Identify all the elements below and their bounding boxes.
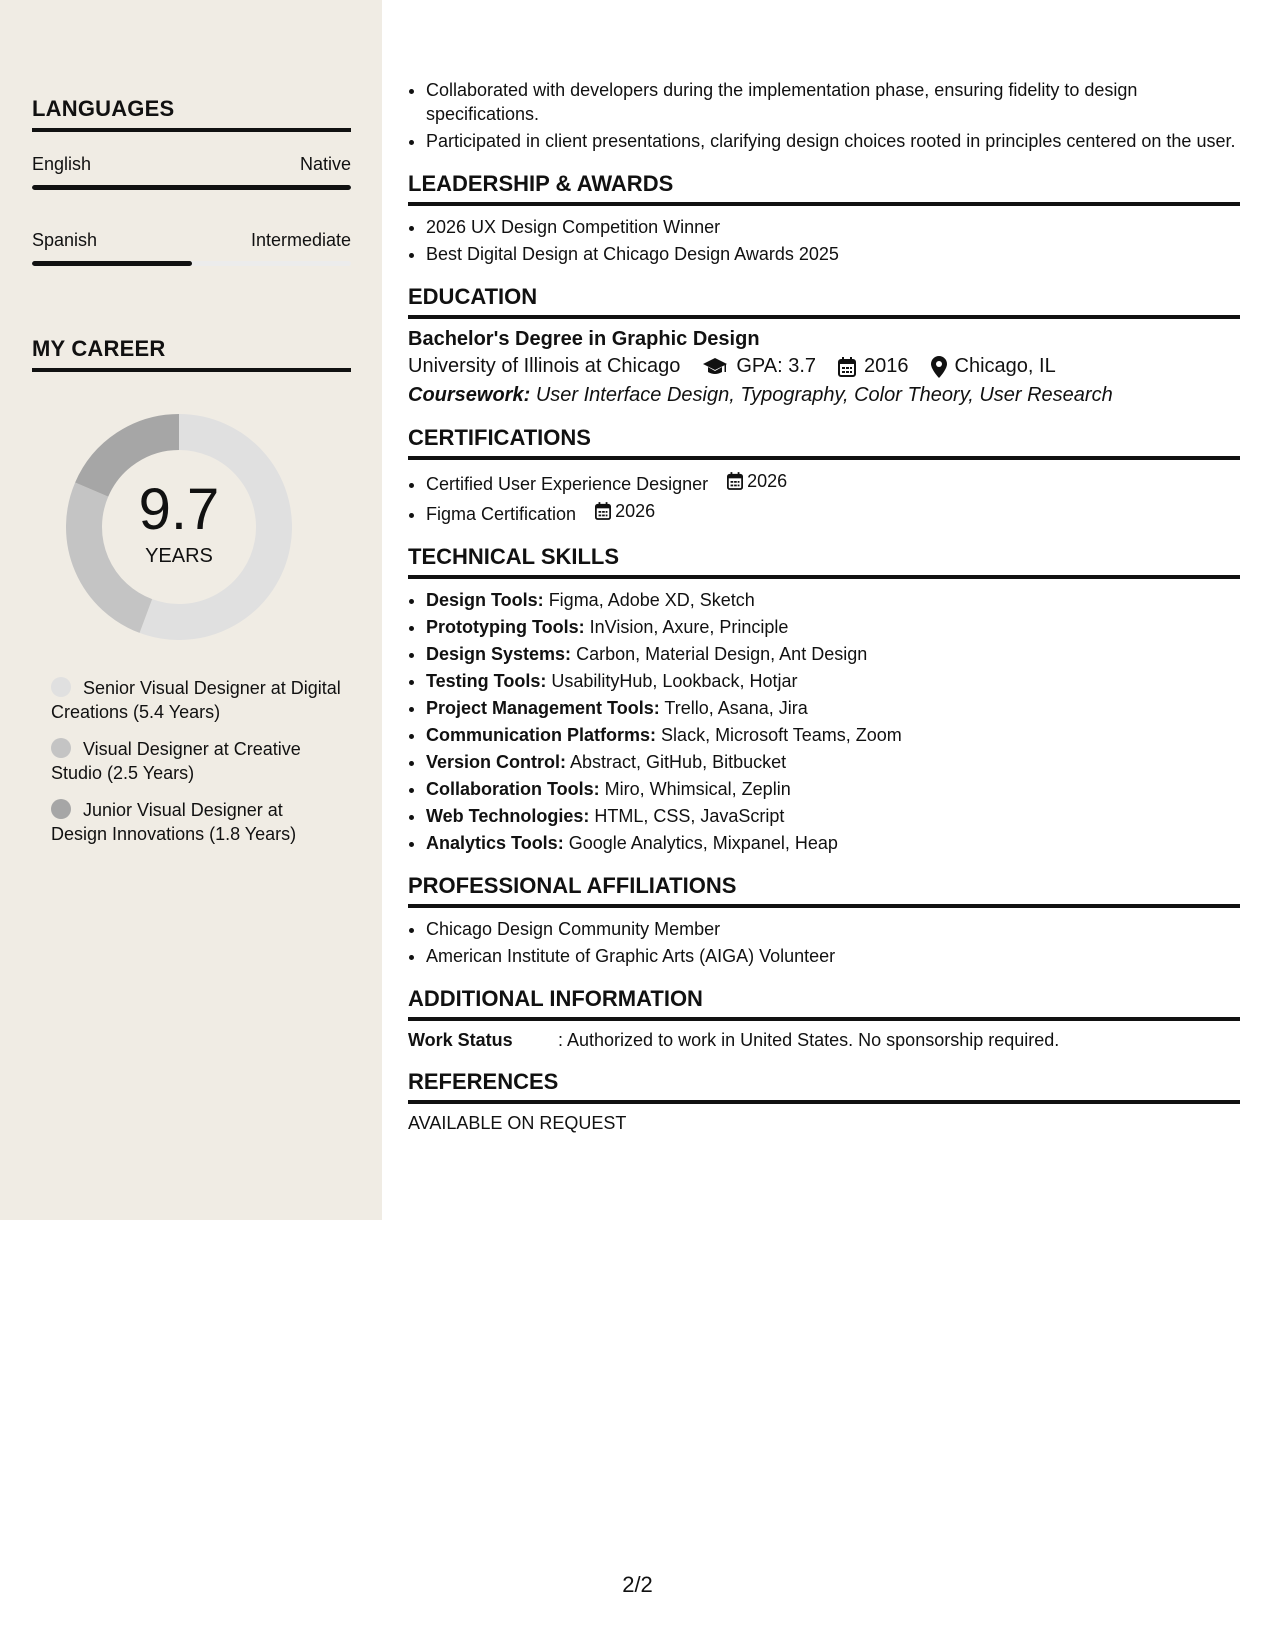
skill-value: Abstract, GitHub, Bitbucket <box>570 752 787 772</box>
leadership-item: • 2026 UX Design Competition Winner <box>426 215 1240 239</box>
coursework <box>408 384 1240 407</box>
leadership-item: • Best Digital Design at Chicago Design Awards 2025 <box>426 242 1240 266</box>
education-heading: EDUCATION <box>408 284 1240 319</box>
career-heading: MY CAREER <box>32 336 351 372</box>
page-number: 2/2 <box>622 1572 653 1597</box>
leadership-heading: LEADERSHIP & AWARDS <box>408 171 1240 206</box>
affiliation-item: • American Institute of Graphic Arts (AIGA) Volunteer <box>426 944 1240 968</box>
skill-label: Web Technologies: <box>426 806 590 826</box>
languages-heading: LANGUAGES <box>32 96 351 132</box>
career-donut <box>66 414 292 640</box>
certification-name: Figma Certification <box>426 504 577 524</box>
language-bar-fill <box>32 185 351 190</box>
skills-list <box>408 588 1240 855</box>
skills-heading: TECHNICAL SKILLS <box>408 544 1240 579</box>
affiliations-heading: PROFESSIONAL AFFILIATIONS <box>408 873 1240 908</box>
leadership-list <box>408 215 1240 266</box>
skill-value: UsabilityHub, Lookback, Hotjar <box>551 671 798 691</box>
experience-bullet: • Collaborated with developers during the implementation phase, ensuring fidelity to design specifications. <box>426 78 1240 126</box>
skill-item <box>426 642 1240 666</box>
language-bar <box>32 185 351 190</box>
career-legend <box>51 676 341 859</box>
career-total-unit: YEARS <box>145 544 213 567</box>
graduation-cap-icon <box>702 357 728 377</box>
legend-text: Junior Visual Designer at Design Innovations (1.8 Years) <box>51 800 297 844</box>
skill-item <box>426 804 1240 828</box>
experience-bullets <box>408 78 1240 153</box>
references-text: AVAILABLE ON REQUEST <box>408 1113 627 1133</box>
certification-year: 2026 <box>747 471 788 491</box>
work-status-row <box>408 1030 1240 1051</box>
education-details <box>408 355 1240 378</box>
skill-value: Carbon, Material Design, Ant Design <box>576 644 868 664</box>
skill-value: Google Analytics, Mixpanel, Heap <box>568 833 838 853</box>
language-row <box>32 154 351 175</box>
skill-label: Prototyping Tools: <box>426 617 585 637</box>
career-legend-item <box>51 798 341 846</box>
calendar-icon <box>595 502 611 520</box>
references-heading: REFERENCES <box>408 1069 1240 1104</box>
certification-year: 2026 <box>615 501 656 521</box>
skill-label: Design Tools: <box>426 590 544 610</box>
certification-item <box>426 499 1240 526</box>
language-row <box>32 230 351 251</box>
career-legend-item <box>51 676 341 724</box>
skill-value: Trello, Asana, Jira <box>664 698 808 718</box>
degree-title: Bachelor's Degree in Graphic Design <box>408 328 760 350</box>
coursework-label: Coursework: <box>408 384 531 406</box>
skill-label: Testing Tools: <box>426 671 547 691</box>
affiliations-list <box>408 917 1240 968</box>
calendar-icon <box>727 472 743 490</box>
legend-text: Visual Designer at Creative Studio (2.5 Years) <box>51 739 301 783</box>
coursework-list: User Interface Design, Typography, Color Theory, User Research <box>535 384 1113 406</box>
additional-info-heading: ADDITIONAL INFORMATION <box>408 986 1240 1021</box>
skill-item <box>426 696 1240 720</box>
graduation-year: 2016 <box>864 355 909 377</box>
skill-value: HTML, CSS, JavaScript <box>594 806 785 826</box>
calendar-icon <box>838 357 856 377</box>
language-level: Native <box>299 154 351 174</box>
skill-value: InVision, Axure, Principle <box>589 617 789 637</box>
legend-dot-icon <box>51 738 71 758</box>
school-location: Chicago, IL <box>954 355 1056 377</box>
skill-item <box>426 777 1240 801</box>
legend-dot-icon <box>51 799 71 819</box>
certification-name: Certified User Experience Designer <box>426 474 709 494</box>
skill-value: Miro, Whimsical, Zeplin <box>604 779 791 799</box>
gpa: GPA: 3.7 <box>736 355 817 377</box>
experience-bullet: • Participated in client presentations, clarifying design choices rooted in principles centered on the user. <box>426 129 1240 153</box>
career-legend-item <box>51 737 341 785</box>
skill-value: Figma, Adobe XD, Sketch <box>548 590 755 610</box>
skill-label: Design Systems: <box>426 644 572 664</box>
certifications-list <box>408 469 1240 526</box>
career-section <box>32 336 351 372</box>
sidebar <box>0 0 382 1220</box>
language-name: Spanish <box>32 230 98 250</box>
map-pin-icon <box>931 356 947 378</box>
affiliation-item: • Chicago Design Community Member <box>426 917 1240 941</box>
language-bar <box>32 261 351 266</box>
work-status-label: Work Status <box>408 1030 513 1050</box>
certifications-heading: CERTIFICATIONS <box>408 425 1240 460</box>
language-level: Intermediate <box>250 230 351 250</box>
skill-label: Collaboration Tools: <box>426 779 600 799</box>
skill-label: Project Management Tools: <box>426 698 660 718</box>
career-total-value: 9.7 <box>138 476 220 542</box>
donut-center <box>66 414 292 640</box>
skill-value: Slack, Microsoft Teams, Zoom <box>661 725 902 745</box>
skill-item <box>426 723 1240 747</box>
legend-dot-icon <box>51 677 71 697</box>
skill-label: Communication Platforms: <box>426 725 657 745</box>
certification-item <box>426 469 1240 496</box>
work-status-value: : Authorized to work in United States. No sponsorship required. <box>558 1030 1060 1050</box>
skill-item <box>426 750 1240 774</box>
legend-text: Senior Visual Designer at Digital Creations (5.4 Years) <box>51 678 341 722</box>
main-content <box>408 78 1240 1134</box>
skill-item <box>426 615 1240 639</box>
school-name: University of Illinois at Chicago <box>408 355 681 377</box>
language-name: English <box>32 154 92 174</box>
skill-label: Version Control: <box>426 752 567 772</box>
languages-section <box>32 96 351 266</box>
skill-item <box>426 831 1240 855</box>
language-bar-fill <box>32 261 192 266</box>
skill-item <box>426 588 1240 612</box>
skill-label: Analytics Tools: <box>426 833 564 853</box>
skill-item <box>426 669 1240 693</box>
